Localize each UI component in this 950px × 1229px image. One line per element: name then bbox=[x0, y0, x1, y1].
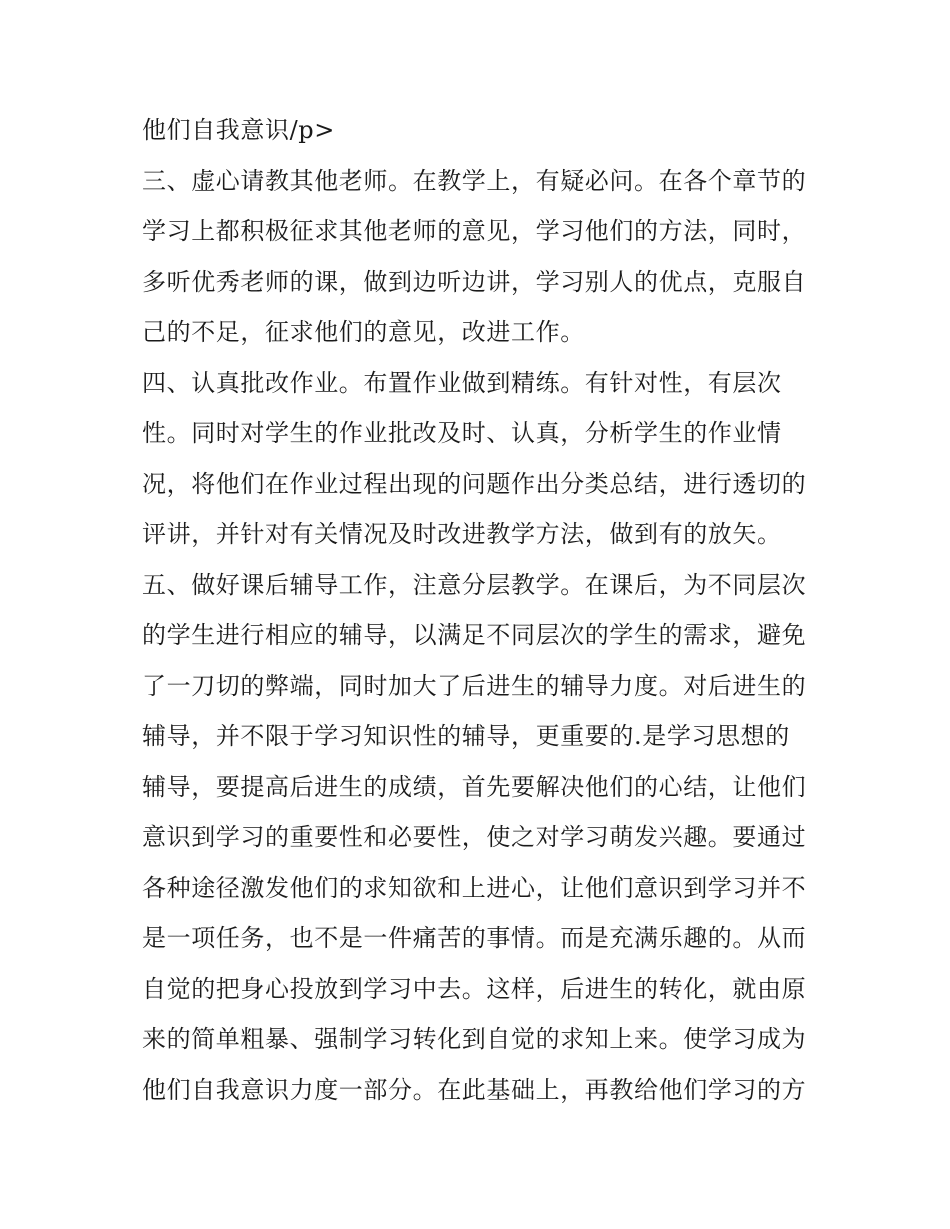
text-line: 多听优秀老师的课，做到边听边讲，学习别人的优点，克服自 bbox=[142, 267, 807, 296]
text-line: 来的简单粗暴、强制学习转化到自觉的求知上来。使学习成为 bbox=[142, 1025, 807, 1053]
text-line: 辅导，并不限于学习知识性的辅导，更重要的.是学习思想的 bbox=[142, 722, 790, 750]
text-line: 三、虚心请教其他老师。在教学上，有疑必问。在各个章节的 bbox=[142, 166, 807, 195]
text-line: 他们自我意识力度一部分。在此基础上，再教给他们学习的方 bbox=[142, 1075, 807, 1104]
text-line: 学习上都积极征求其他老师的意见，学习他们的方法，同时， bbox=[142, 217, 807, 245]
document-body bbox=[142, 105, 822, 1115]
text-line: 自觉的把身心投放到学习中去。这样，后进生的转化，就由原 bbox=[142, 974, 807, 1003]
text-line: 己的不足，征求他们的意见，改进工作。 bbox=[142, 318, 585, 346]
text-line: 四、认真批改作业。布置作业做到精练。有针对性，有层次 bbox=[142, 368, 782, 397]
text-line: 了一刀切的弊端，同时加大了后进生的辅导力度。对后进生的 bbox=[142, 671, 807, 700]
text-line: 辅导，要提高后进生的成绩，首先要解决他们的心结，让他们 bbox=[142, 772, 807, 801]
text-line: 性。同时对学生的作业批改及时、认真，分析学生的作业情 bbox=[142, 419, 782, 447]
text-line: 他们自我意识/p> bbox=[142, 116, 335, 144]
text-line: 评讲，并针对有关情况及时改进教学方法，做到有的放矢。 bbox=[142, 520, 782, 548]
text-line: 的学生进行相应的辅导，以满足不同层次的学生的需求，避免 bbox=[142, 621, 807, 649]
text-line: 各种途径激发他们的求知欲和上进心，让他们意识到学习并不 bbox=[142, 873, 807, 902]
text-line: 意识到学习的重要性和必要性，使之对学习萌发兴趣。要通过 bbox=[142, 823, 807, 851]
text-line: 况，将他们在作业过程出现的问题作出分类总结，进行透切的 bbox=[142, 469, 807, 498]
text-line: 五、做好课后辅导工作，注意分层教学。在课后，为不同层次 bbox=[142, 570, 807, 599]
text-line: 是一项任务，也不是一件痛苦的事情。而是充满乐趣的。从而 bbox=[142, 924, 807, 952]
